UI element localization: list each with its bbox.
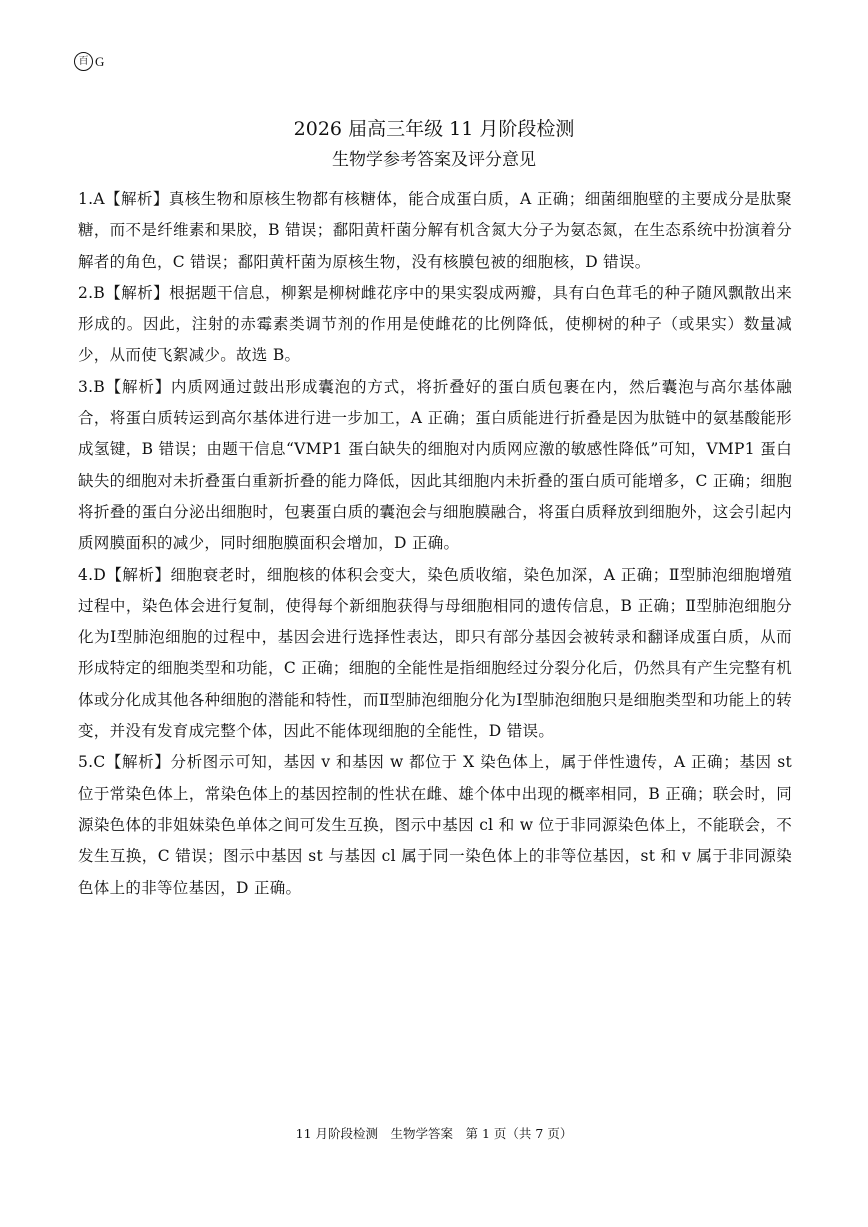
document-header (0, 116, 868, 172)
answer-list (78, 184, 792, 904)
answer-item-3: 3.B【解析】内质网通过鼓出形成囊泡的方式，将折叠好的蛋白质包裹在内，然后囊泡与高尔基体融合，将蛋白质转运到高尔基体进行进一步加工，A 正确；蛋白质能进行折叠是因为肽链中的氨基酸能形成氢键，B 错误；由题干信息“VMP1 蛋白缺失的细胞对内质网应激的敏感性降低”可知，VMP1 蛋白缺失的细胞对未折叠蛋白重新折叠的能力降低，因此其细胞内未折叠的蛋白质可能增多，C 正确；细胞将折叠的蛋白分泌出细胞时，包裹蛋白质的囊泡会与细胞膜融合，将蛋白质释放到细胞外，这会引起内质网膜面积的减少，同时细胞膜面积会增加，D 正确。 (78, 377, 792, 553)
page-footer: 11 月阶段检测 生物学答案 第 1 页（共 7 页） (295, 1126, 573, 1141)
answer-item-2: 2.B【解析】根据题干信息，柳絮是柳树雌花序中的果实裂成两瓣，具有白色茸毛的种子随风飘散出来形成的。因此，注射的赤霉素类调节剂的作用是使雌花的比例降低，使柳树的种子（或果实）数量减少，从而使飞絮减少。故选 B。 (78, 283, 792, 365)
answer-item-4: 4.D【解析】细胞衰老时，细胞核的体积会变大，染色质收缩，染色加深，A 正确；Ⅱ型肺泡细胞增殖过程中，染色体会进行复制，使得每个新细胞获得与母细胞相同的遗传信息，B 正确；Ⅱ型肺泡细胞分化为Ⅰ型肺泡细胞的过程中，基因会进行选择性表达，即只有部分基因会被转录和翻译成蛋白质，从而形成特定的细胞类型和功能，C 正确；细胞的全能性是指细胞经过分裂分化后，仍然具有产生完整有机体或分化成其他各种细胞的潜能和特性，而Ⅱ型肺泡细胞分化为Ⅰ型肺泡细胞只是细胞类型和功能上的转变，并没有发育成完整个体，因此不能体现细胞的全能性，D 错误。 (78, 565, 792, 741)
corner-letter: G (95, 53, 105, 69)
circled-character-icon: 百 (74, 52, 93, 71)
corner-mark (74, 52, 104, 71)
document-subtitle: 生物学参考答案及评分意见 (332, 150, 536, 170)
answer-item-5: 5.C【解析】分析图示可知，基因 v 和基因 w 都位于 X 染色体上，属于伴性遗传，A 正确；基因 st 位于常染色体上，常染色体上的基因控制的性状在雌、雄个体中出现的概率相同，B 正确；联会时，同源染色体的非姐妹染色单体之间可发生互换，图示中基因 cl 和 w 位于非同源染色体上，不能联会，不发生互换，C 错误；图示中基因 st 与基因 cl 属于同一染色体上的非等位基因，st 和 v 属于非同源染色体上的非等位基因，D 正确。 (78, 753, 792, 897)
document-title: 2026 届高三年级 11 月阶段检测 (293, 118, 575, 140)
answer-item-1: 1.A【解析】真核生物和原核生物都有核糖体，能合成蛋白质，A 正确；细菌细胞壁的主要成分是肽聚糖，而不是纤维素和果胶，B 错误；鄱阳黄杆菌分解有机含氮大分子为氨态氮，在生态系统中扮演着分解者的角色，C 错误；鄱阳黄杆菌为原核生物，没有核膜包被的细胞核，D 错误。 (78, 190, 792, 271)
